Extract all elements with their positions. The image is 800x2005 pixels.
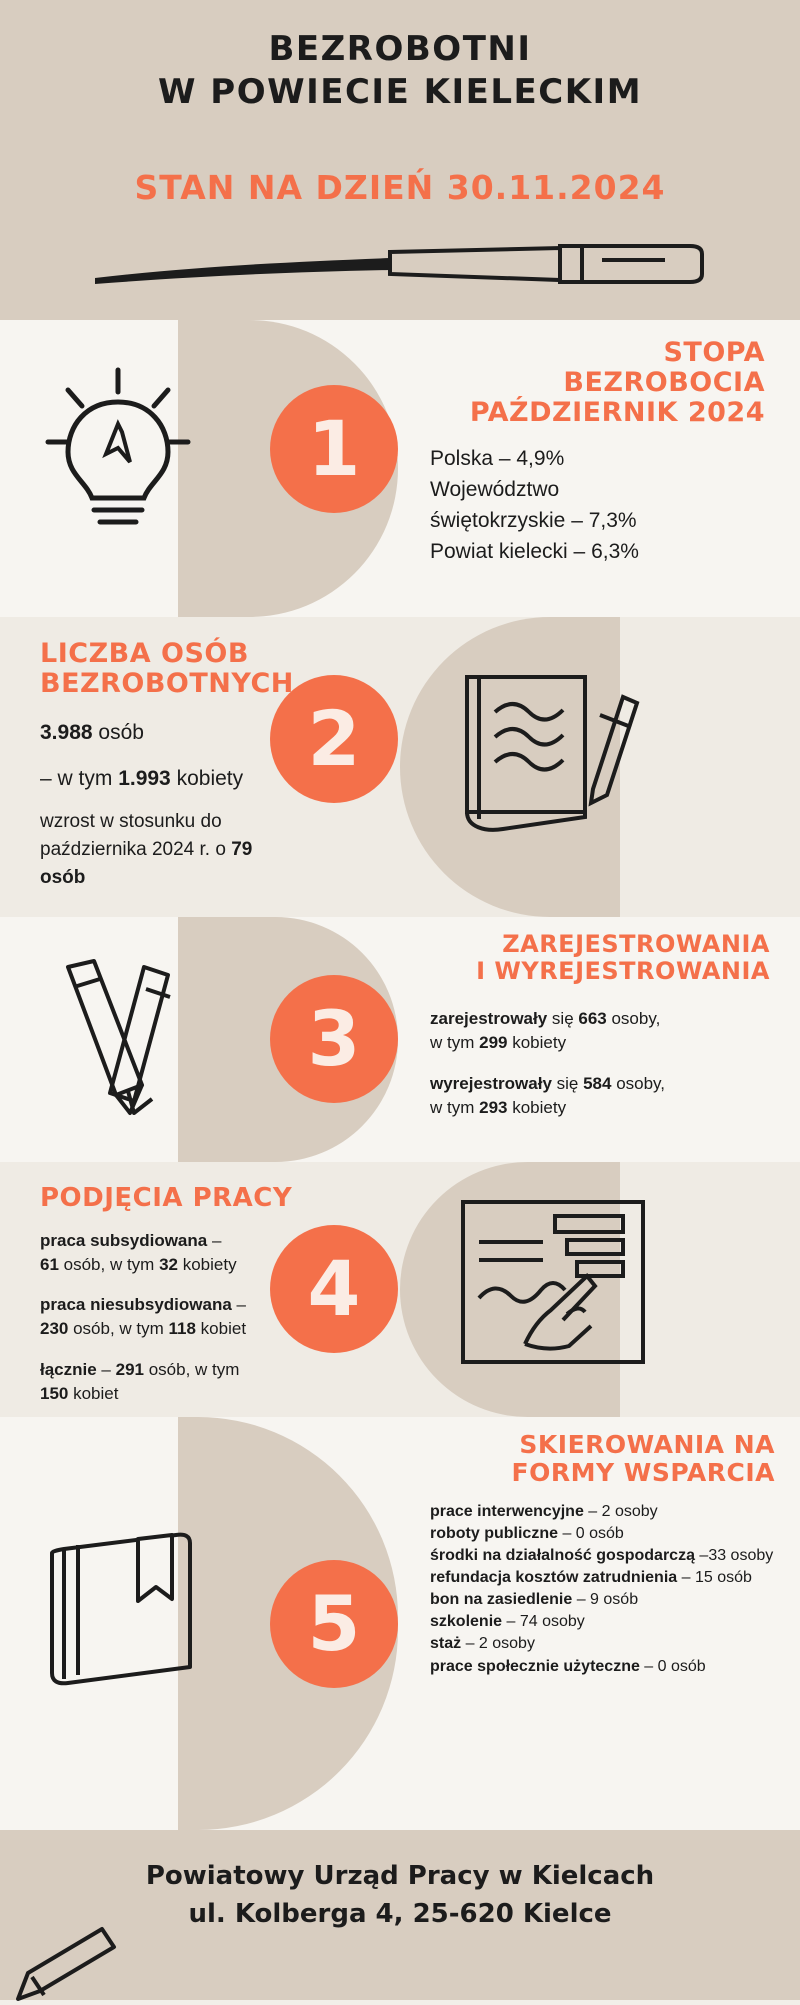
section-3 [0, 917, 800, 1162]
two-pens-icon [30, 953, 205, 1128]
section-5-heading [430, 1431, 775, 1487]
subsidised-count: 61 [40, 1255, 59, 1275]
total-count: 291 [115, 1359, 144, 1379]
unemployed-total-unit: osób [92, 721, 144, 745]
section-5-heading-line-2: FORMY WSPARCIA [511, 1458, 775, 1487]
title-line-1: BEZROBOTNI [268, 29, 532, 69]
section-1-stats [430, 443, 765, 567]
section-4-heading: PODJĘCIA PRACY [40, 1183, 293, 1213]
page-title [0, 28, 800, 113]
pen-icon [90, 240, 710, 300]
lightbulb-icon [38, 362, 198, 537]
footer [0, 1830, 800, 2000]
list-item: prace społecznie użyteczne – 0 osób [430, 1657, 706, 1675]
section-1-heading-line-2: BEZROBOCIA [563, 367, 765, 399]
section-4 [0, 1162, 800, 1417]
deregistered-count: 584 [583, 1074, 612, 1094]
section-2-heading-line-2: BEZROBOTNYCH [40, 668, 294, 700]
list-item: bon na zasiedlenie – 9 osób [430, 1591, 639, 1609]
pen-icon [10, 1925, 160, 2005]
unemployed-women: – w tym 1.993 kobiety [40, 766, 244, 790]
subsidised-women-count: 32 [159, 1255, 178, 1275]
list-item: staż – 2 osoby [430, 1635, 535, 1653]
nonsubsidised-work-row: praca niesubsydiowana – 230 osób, w tym 118 kobiet [40, 1295, 247, 1339]
footer-office-name: Powiatowy Urząd Pracy w Kielcach [145, 1861, 655, 1891]
section-1-heading [430, 338, 765, 429]
registered-count: 663 [578, 1008, 607, 1028]
unemployed-change-value: 79 [231, 839, 253, 861]
stat-powiat: Powiat kielecki – 6,3% [430, 539, 639, 563]
unemployed-women-value: 1.993 [118, 766, 171, 790]
step-number-4: 4 [270, 1225, 398, 1353]
list-item: refundacja kosztów zatrudnienia – 15 osób [430, 1569, 752, 1587]
stat-poland: Polska – 4,9% [430, 446, 565, 470]
list-item: szkolenie – 74 osoby [430, 1613, 585, 1631]
deregistered-row: wyrejestrowały się 584 osoby, w tym 293 kobiety [430, 1074, 666, 1118]
footer-street: ul. Kolberga 4, 25-620 Kielce [188, 1898, 612, 1929]
section-3-heading-line-1: ZAREJESTROWANIA [502, 930, 770, 958]
header [0, 0, 800, 320]
section-5-stats [430, 1501, 775, 1678]
unemployed-change: wzrost w stosunku do października 2024 r. o 79 osób [40, 811, 253, 888]
step-number-1: 1 [270, 385, 398, 513]
total-work-row: łącznie – 291 osób, w tym 150 kobiet [40, 1359, 240, 1403]
section-2 [0, 617, 800, 917]
notebook-pencil-icon [455, 667, 645, 857]
deregistered-women-count: 293 [479, 1098, 508, 1118]
section-1-heading-line-3: PAŹDZIERNIK 2024 [469, 397, 765, 429]
section-1 [0, 320, 800, 617]
section-3-stats [430, 1007, 770, 1120]
registered-women-count: 299 [479, 1032, 508, 1052]
section-1-heading-line-1: STOPA [663, 337, 765, 368]
section-2-heading-line-1: LICZBA OSÓB [40, 638, 249, 669]
total-women-count: 150 [40, 1383, 69, 1403]
step-number-3: 3 [270, 975, 398, 1103]
book-bookmark-icon [38, 1527, 213, 1697]
subsidised-work-row: praca subsydiowana – 61 osób, w tym 32 kobiety [40, 1231, 237, 1275]
list-item: środki na działalność gospodarczą –33 osoby [430, 1547, 774, 1565]
nonsubsidised-women-count: 118 [168, 1319, 196, 1339]
list-item: prace interwencyjne – 2 osoby [430, 1503, 658, 1520]
title-line-2: W POWIECIE KIELECKIM [157, 71, 643, 112]
section-5-heading-line-1: SKIEROWANIA NA [519, 1430, 775, 1459]
step-number-5: 5 [270, 1560, 398, 1688]
step-number-2: 2 [270, 675, 398, 803]
stat-voivodeship-label: Województwo [430, 477, 560, 501]
stat-voivodeship-value: świętokrzyskie – 7,3% [430, 508, 637, 532]
hand-writing-document-icon [455, 1194, 655, 1384]
registered-row: zarejestrowały się 663 osoby, w tym 299 kobiety [430, 1008, 661, 1052]
page-subtitle: STAN NA DZIEŃ 30.11.2024 [134, 168, 666, 207]
list-item: roboty publiczne – 0 osób [430, 1525, 624, 1543]
section-3-heading [430, 931, 770, 985]
section-3-heading-line-2: I WYREJESTROWANIA [476, 956, 770, 985]
unemployed-total-value: 3.988 [40, 721, 93, 745]
section-5 [0, 1417, 800, 1830]
footer-address [0, 1858, 800, 1933]
nonsubsidised-count: 230 [40, 1319, 69, 1339]
